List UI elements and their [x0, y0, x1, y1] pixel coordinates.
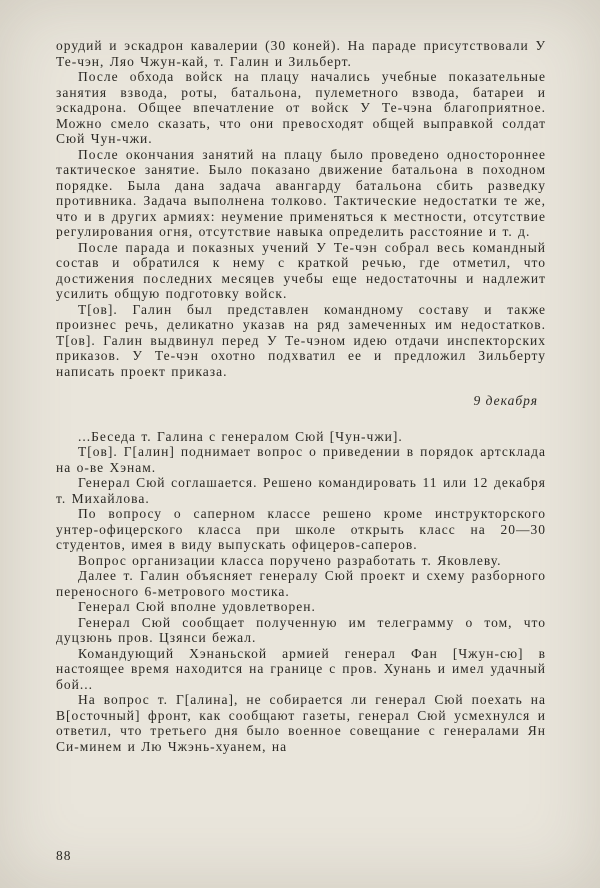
paragraph: После обхода войск на плацу начались учебные показательные занятия взвода, роты, батальона, пулеметного взвода, батареи и эскадрона. Общее впечатление от войск У Те-чэна благоприятное. Можно смело сказать, что они превосходят общей выправкой солдат Сюй Чун-чжи. — [56, 69, 546, 146]
paragraph: По вопросу о саперном классе решено кроме инструкторского унтер-офицерского класса при школе открыть класс на 20—30 студентов, имея в виду выпускать офицеров-саперов. — [56, 506, 546, 552]
paragraph: орудий и эскадрон кавалерии (30 коней). На параде присутствовали У Те-чэн, Ляо Чжун-кай, т. Галин и Зильберт. — [56, 38, 546, 69]
paragraph: На вопрос т. Г[алина], не собирается ли генерал Сюй поехать на В[осточный] фронт, как сообщают газеты, генерал Сюй усмехнулся и ответил, что третьего дня было военное совещание с генералами Ян Си-минем и Лю Чжэнь-хуанем, на — [56, 692, 546, 754]
date-heading: 9 декабря — [473, 393, 538, 408]
page-number: 88 — [56, 848, 72, 863]
paragraph: Генерал Сюй соглашается. Решено командировать 11 или 12 декабря т. Михайлова. — [56, 475, 546, 506]
paragraph: Генерал Сюй вполне удовлетворен. — [78, 599, 316, 614]
page-text-block — [56, 38, 546, 754]
paragraph: Генерал Сюй сообщает полученную им телеграмму о том, что дуцзюнь пров. Цзянси бежал. — [56, 614, 546, 645]
paragraph: Т[ов]. Галин был представлен командному составу и также произнес речь, деликатно указав на ряд замеченных им недостатков. Т[ов]. Галин выдвинул перед У Те-чэном идею отдачи инспекторских приказов. У Те-чэн охотно подхватил ее и предложил Зильберту написать проект приказа. — [56, 301, 546, 379]
paragraph: ...Беседа т. Галина с генералом Сюй [Чун-чжи]. — [78, 428, 403, 444]
paragraph: Вопрос организации класса поручено разработать т. Яковлеву. — [78, 552, 502, 568]
paragraph: Т[ов]. Г[алин] поднимает вопрос о приведении в порядок артсклада на о-ве Хэнам. — [56, 444, 546, 475]
paragraph: Командующий Хэнаньской армией генерал Фан [Чжун-сю] в настоящее время находится на границе с пров. Хунань и имел удачный бой... — [56, 645, 546, 692]
paragraph: Далее т. Галин объясняет генералу Сюй проект и схему разборного переносного 6-метрового мостика. — [56, 568, 546, 599]
paragraph: После парада и показных учений У Те-чэн собрал весь командный состав и обратился к нему с краткой речью, где отметил, что достижения последних месяцев учебы еще недостаточны и надлежит усилить общую подготовку войск. — [56, 239, 546, 301]
paragraph: После окончания занятий на плацу было проведено одностороннее тактическое занятие. Было показано движение батальона в походном порядке. Была дана задача авангарду батальона сбить разведку противника. Задача выполнена толково. Тактические недостатки те же, что и в других армиях: неумение применяться к местности, отсутствие регулирования огня, отсутствие навыка определить расстояние и т. д. — [56, 146, 546, 239]
